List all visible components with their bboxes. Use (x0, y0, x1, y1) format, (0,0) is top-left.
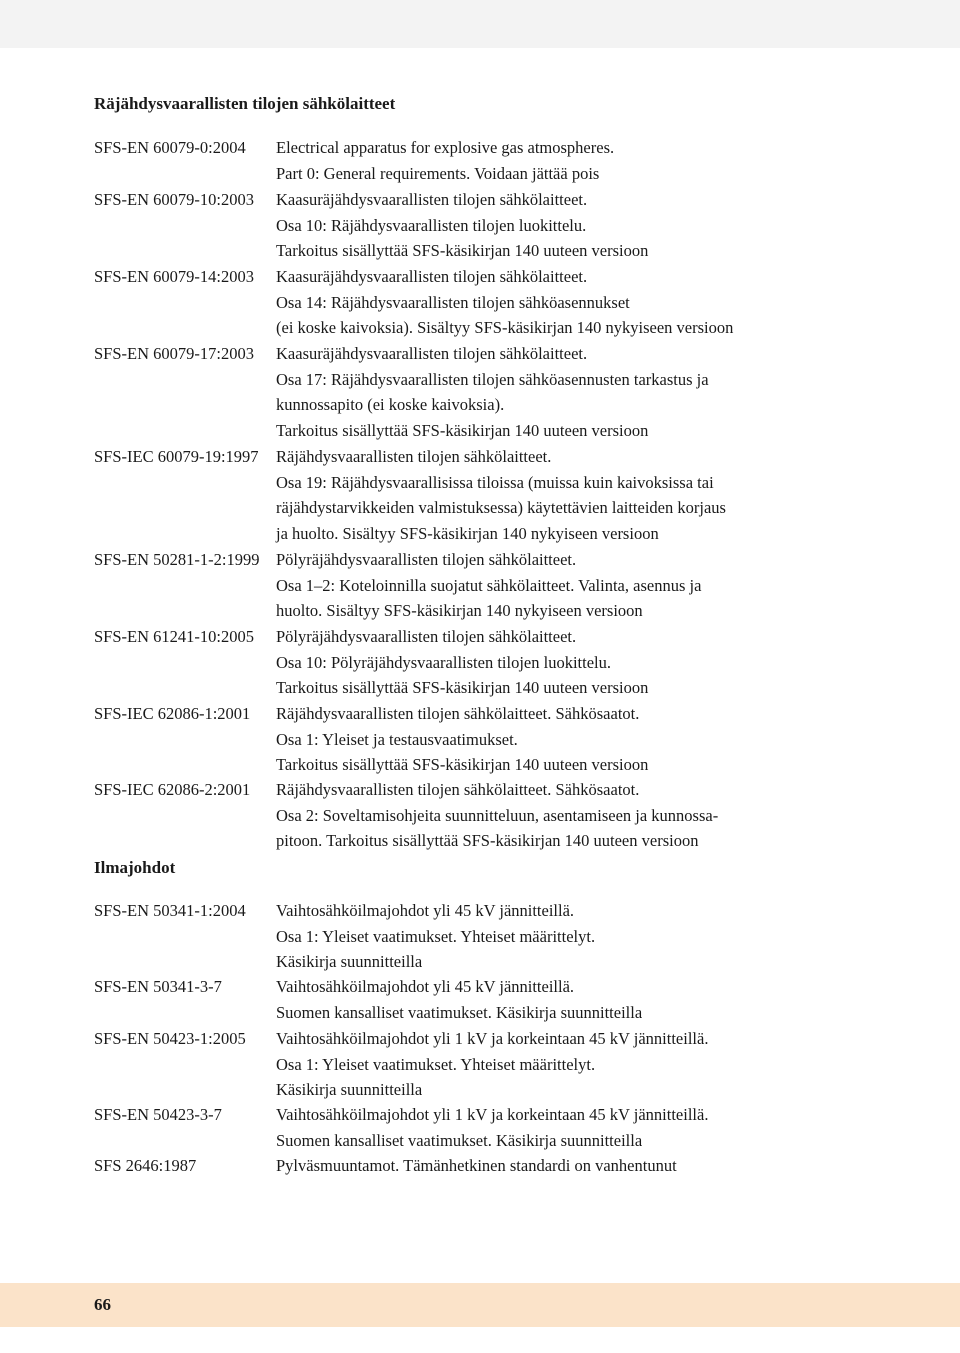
description-line: Räjähdysvaarallisten tilojen sähkölaitteet. Sähkösaatot. (276, 780, 640, 799)
section-heading: Räjähdysvaarallisten tilojen sähkölaitteet (94, 94, 396, 113)
description-line: räjähdystarvikkeiden valmistuksessa) käytettävien laitteiden korjaus (276, 498, 726, 518)
standard-code: SFS-EN 60079-10:2003 (94, 190, 254, 209)
description-line: Suomen kansalliset vaatimukset. Käsikirja suunnitteilla (276, 1130, 643, 1150)
standard-code: SFS-EN 50341-1:2004 (94, 901, 246, 920)
standard-description (276, 898, 876, 975)
description-line: Vaihtosähköilmajohdot yli 45 kV jännitteillä. (276, 901, 575, 920)
description-line: huolto. Sisältyy SFS-käsikirjan 140 nykyiseen versioon (276, 601, 643, 621)
description-line: Osa 10: Räjähdysvaarallisten tilojen luokittelu. (276, 215, 587, 235)
description-line: ja huolto. Sisältyy SFS-käsikirjan 140 nykyiseen versioon (276, 524, 659, 544)
standard-code: SFS-EN 60079-17:2003 (94, 344, 254, 363)
description-line: Tarkoitus sisällyttää SFS-käsikirjan 140 uuteen versioon (276, 421, 649, 441)
standard-description (276, 777, 876, 854)
description-line: Vaihtosähköilmajohdot yli 1 kV ja korkeintaan 45 kV jännitteillä. (276, 1029, 709, 1048)
standard-code: SFS 2646:1987 (94, 1156, 197, 1175)
standard-code: SFS-EN 60079-0:2004 (94, 138, 246, 157)
standard-description (276, 1153, 876, 1179)
description-line: Osa 1–2: Koteloinnilla suojatut sähkölaitteet. Valinta, asennus ja (276, 575, 702, 595)
description-line: Räjähdysvaarallisten tilojen sähkölaitteet. (276, 447, 552, 466)
description-line: pitoon. Tarkoitus sisällyttää SFS-käsikirjan 140 uuteen versioon (276, 831, 699, 851)
description-line: Käsikirja suunnitteilla (276, 1080, 423, 1100)
description-line: Osa 1: Yleiset vaatimukset. Yhteiset määrittelyt. (276, 1054, 596, 1074)
standard-description (276, 187, 876, 264)
description-line: Kaasuräjähdysvaarallisten tilojen sähkölaitteet. (276, 344, 588, 363)
description-line: Kaasuräjähdysvaarallisten tilojen sähkölaitteet. (276, 190, 588, 209)
description-line: Käsikirja suunnitteilla (276, 952, 423, 972)
description-line: Osa 10: Pölyräjähdysvaarallisten tilojen luokittelu. (276, 652, 611, 672)
standard-description (276, 341, 876, 444)
top-bar (0, 0, 960, 48)
description-line: Tarkoitus sisällyttää SFS-käsikirjan 140 uuteen versioon (276, 755, 649, 775)
description-line: Osa 1: Yleiset vaatimukset. Yhteiset määrittelyt. (276, 926, 596, 946)
standard-description (276, 135, 876, 186)
description-line: Pölyräjähdysvaarallisten tilojen sähkölaitteet. (276, 627, 577, 646)
standard-code: SFS-EN 50423-1:2005 (94, 1029, 246, 1048)
description-line: Osa 19: Räjähdysvaarallisissa tiloissa (muissa kuin kaivoksissa tai (276, 472, 714, 492)
standard-description (276, 701, 876, 778)
description-line: Räjähdysvaarallisten tilojen sähkölaitteet. Sähkösaatot. (276, 704, 640, 723)
description-line: Part 0: General requirements. Voidaan jättää pois (276, 163, 600, 183)
standard-code: SFS-EN 50341-3-7 (94, 977, 222, 996)
standard-description (276, 444, 876, 547)
description-line: Electrical apparatus for explosive gas atmospheres. (276, 138, 615, 157)
page-number: 66 (94, 1295, 111, 1314)
description-line: Osa 14: Räjähdysvaarallisten tilojen sähköasennukset (276, 292, 630, 312)
description-line: Pylväsmuuntamot. Tämänhetkinen standardi on vanhentunut (276, 1156, 677, 1175)
description-line: Pölyräjähdysvaarallisten tilojen sähkölaitteet. (276, 550, 577, 569)
description-line: Vaihtosähköilmajohdot yli 1 kV ja korkeintaan 45 kV jännitteillä. (276, 1105, 709, 1124)
description-line: (ei koske kaivoksia). Sisältyy SFS-käsikirjan 140 nykyiseen versioon (276, 318, 734, 338)
description-line: Kaasuräjähdysvaarallisten tilojen sähkölaitteet. (276, 267, 588, 286)
footer-band (0, 1283, 960, 1327)
description-line: Suomen kansalliset vaatimukset. Käsikirja suunnitteilla (276, 1002, 643, 1022)
description-line: Osa 2: Soveltamisohjeita suunnitteluun, asentamiseen ja kunnossa- (276, 805, 719, 825)
standard-description (276, 264, 876, 341)
standard-description (276, 1026, 876, 1103)
description-line: Osa 17: Räjähdysvaarallisten tilojen sähköasennusten tarkastus ja (276, 369, 709, 389)
standard-description (276, 547, 876, 624)
standard-code: SFS-IEC 62086-2:2001 (94, 780, 251, 799)
standard-code: SFS-EN 50281-1-2:1999 (94, 550, 260, 569)
standard-description (276, 624, 876, 701)
standard-code: SFS-EN 60079-14:2003 (94, 267, 254, 286)
standard-code: SFS-IEC 60079-19:1997 (94, 447, 259, 466)
description-line: kunnossapito (ei koske kaivoksia). (276, 395, 505, 415)
description-line: Vaihtosähköilmajohdot yli 45 kV jännitteillä. (276, 977, 575, 996)
description-line: Tarkoitus sisällyttää SFS-käsikirjan 140 uuteen versioon (276, 678, 649, 698)
standard-code: SFS-EN 50423-3-7 (94, 1105, 222, 1124)
standard-description (276, 1102, 876, 1153)
description-line: Osa 1: Yleiset ja testausvaatimukset. (276, 729, 518, 749)
description-line: Tarkoitus sisällyttää SFS-käsikirjan 140 uuteen versioon (276, 241, 649, 261)
standard-code: SFS-IEC 62086-1:2001 (94, 704, 251, 723)
standard-description (276, 974, 876, 1025)
section-heading: Ilmajohdot (94, 858, 176, 877)
standard-code: SFS-EN 61241-10:2005 (94, 627, 254, 646)
